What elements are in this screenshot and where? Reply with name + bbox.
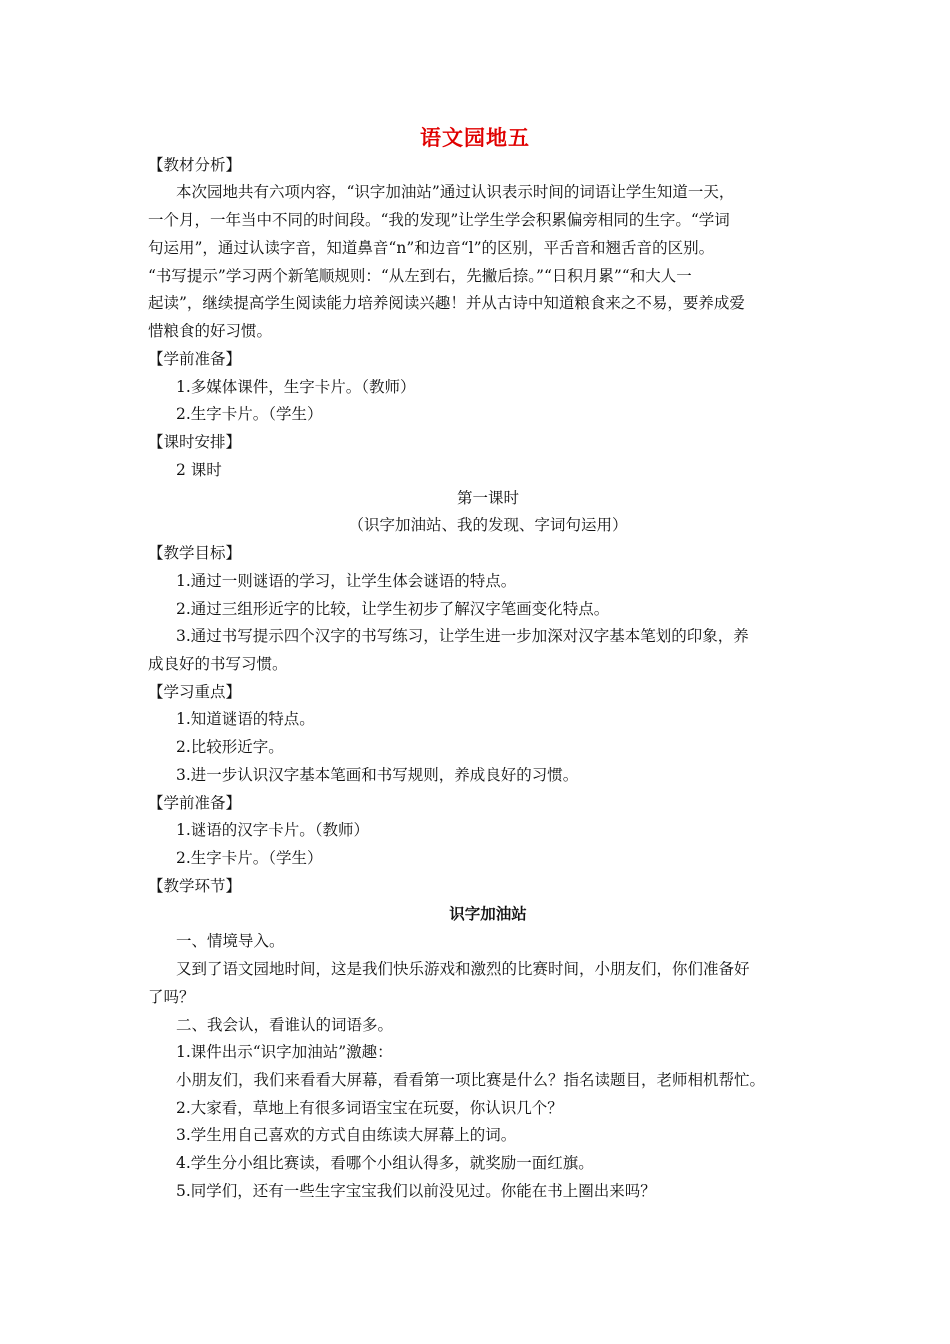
paragraph-line: 二、我会认，看谁认的词语多。 [176,1016,394,1034]
paragraph-line: 一个月，一年当中不同的时间段。“我的发现”让学生学会积累偏旁相同的生字。“学词 [148,211,730,229]
section-heading: 【学前准备】 [148,350,242,368]
list-item: 2.通过三组形近字的比较，让学生初步了解汉字笔画变化特点。 [176,600,610,618]
paragraph-line: 小朋友们，我们来看看大屏幕，看看第一项比赛是什么？指名读题目，老师相机帮忙。 [176,1071,766,1089]
paragraph-line: 本次园地共有六项内容，“识字加油站”通过认识表示时间的词语让学生知道一天， [176,183,735,201]
section-heading: 【教学目标】 [148,544,242,562]
paragraph-line: “书写提示”学习两个新笔顺规则：“从左到右，先撇后捺。”“日积月累”“和大人一 [148,267,692,285]
paragraph-line: 惜粮食的好习惯。 [148,322,273,340]
section-heading: 【学习重点】 [148,683,242,701]
list-item: 2.比较形近字。 [176,738,284,756]
list-item: 2.大家看，草地上有很多词语宝宝在玩耍，你认识几个？ [176,1099,563,1117]
section-heading: 【教材分析】 [148,156,242,174]
section-heading: 【课时安排】 [148,433,242,451]
list-item: 1.知道谜语的特点。 [176,710,315,728]
paragraph-line: 一、情境导入。 [176,932,285,950]
paragraph-line: 起读”，继续提高学生阅读能力培养阅读兴趣！并从古诗中知道粮食来之不易，要养成爱 [148,294,745,312]
list-item: 3.学生用自己喜欢的方式自由练读大屏幕上的词。 [176,1126,517,1144]
list-item: 1.通过一则谜语的学习，让学生体会谜语的特点。 [176,572,517,590]
list-item: 1.多媒体课件，生字卡片。（教师） [176,378,416,396]
subsection-title: 识字加油站 [449,904,527,923]
paragraph-line: 了吗？ [148,988,195,1006]
paragraph-line: 又到了语文园地时间，这是我们快乐游戏和激烈的比赛时间，小朋友们，你们准备好 [176,960,750,978]
list-item: 3.进一步认识汉字基本笔画和书写规则，养成良好的习惯。 [176,766,579,784]
list-item: 1.课件出示“识字加油站”激趣： [176,1043,393,1061]
lesson-heading: 第一课时 [456,489,519,507]
section-heading: 【教学环节】 [148,877,242,895]
list-item: 2.生字卡片。（学生） [176,405,323,423]
section-heading: 【学前准备】 [148,794,242,812]
paragraph-line: 成良好的书写习惯。 [148,655,288,673]
paragraph-line: 句运用”，通过认读字音，知道鼻音“n”和边音“l”的区别，平舌音和翘舌音的区别。 [148,239,715,257]
list-item: 4.学生分小组比赛读，看哪个小组认得多，就奖励一面红旗。 [176,1154,594,1172]
list-item: 2.生字卡片。（学生） [176,849,323,867]
list-item: 1.谜语的汉字卡片。（教师） [176,821,370,839]
document-title: 语文园地五 [420,125,530,150]
list-item: 3.通过书写提示四个汉字的书写练习，让学生进一步加深对汉字基本笔划的印象，养 [176,627,749,645]
lesson-subheading: （识字加油站、我的发现、字词句运用） [348,516,628,534]
list-item: 5.同学们，还有一些生字宝宝我们以前没见过。你能在书上圈出来吗？ [176,1182,656,1200]
paragraph-line: 2 课时 [176,461,222,479]
